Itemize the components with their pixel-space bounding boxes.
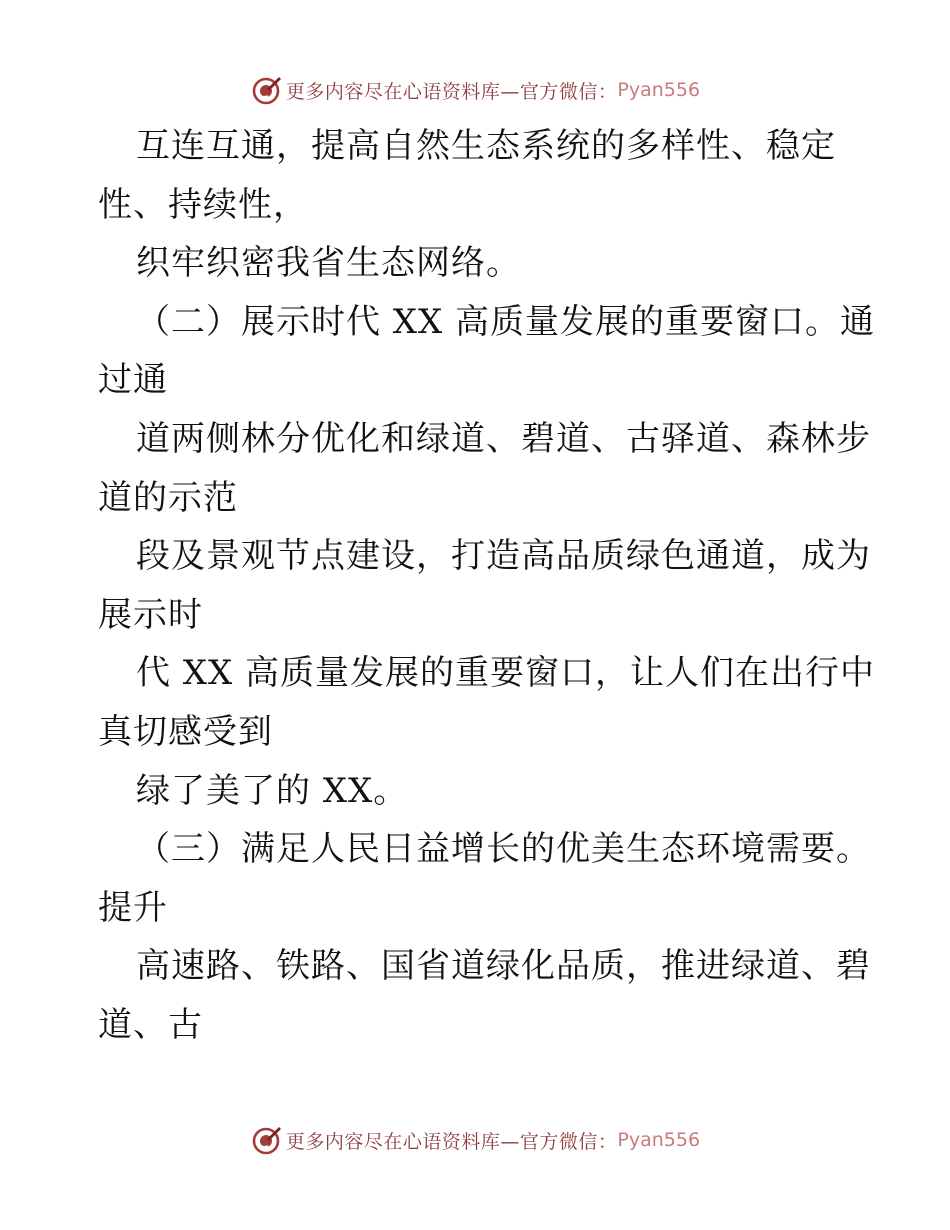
body-line: 织牢织密我省生态网络。: [136, 243, 521, 284]
footer-banner: [0, 1120, 950, 1160]
header-banner: [0, 70, 950, 110]
body-line: 道、古: [98, 1004, 203, 1045]
body-line: 互连互通，提高自然生态系统的多样性、稳定: [136, 126, 836, 166]
body-line: 段及景观节点建设，打造高品质绿色通道，成为: [136, 536, 871, 577]
footer-wechat-id: Pyan556: [617, 1129, 701, 1151]
body-line: 道的示范: [98, 477, 238, 518]
body-line: 绿了美了的 XX。: [136, 770, 409, 811]
body-line: 高速路、铁路、国省道绿化品质，推进绿道、碧: [136, 946, 871, 987]
body-line: 代 XX 高质量发展的重要窗口，让人们在出行中: [136, 653, 876, 694]
footer-banner-text: 更多内容尽在心语资料库—官方微信：: [285, 1130, 618, 1153]
header-banner-text: 更多内容尽在心语资料库—官方微信：: [285, 80, 618, 103]
body-line: （三）满足人民日益增长的优美生态环境需要。: [136, 829, 871, 870]
body-line: 道两侧林分优化和绿道、碧道、古驿道、森林步: [136, 418, 871, 459]
body-line: 真切感受到: [98, 711, 273, 752]
pen-logo-icon: [250, 74, 282, 106]
body-line: （二）展示时代 XX 高质量发展的重要窗口。通: [136, 301, 876, 342]
body-line: 过通: [98, 360, 168, 401]
document-body: [98, 117, 876, 1055]
pen-logo-icon: [250, 1124, 282, 1156]
body-line: 展示时: [98, 594, 203, 635]
body-line: 性、持续性，: [98, 184, 308, 225]
body-line: 提升: [98, 887, 168, 928]
header-wechat-id: Pyan556: [617, 79, 701, 101]
